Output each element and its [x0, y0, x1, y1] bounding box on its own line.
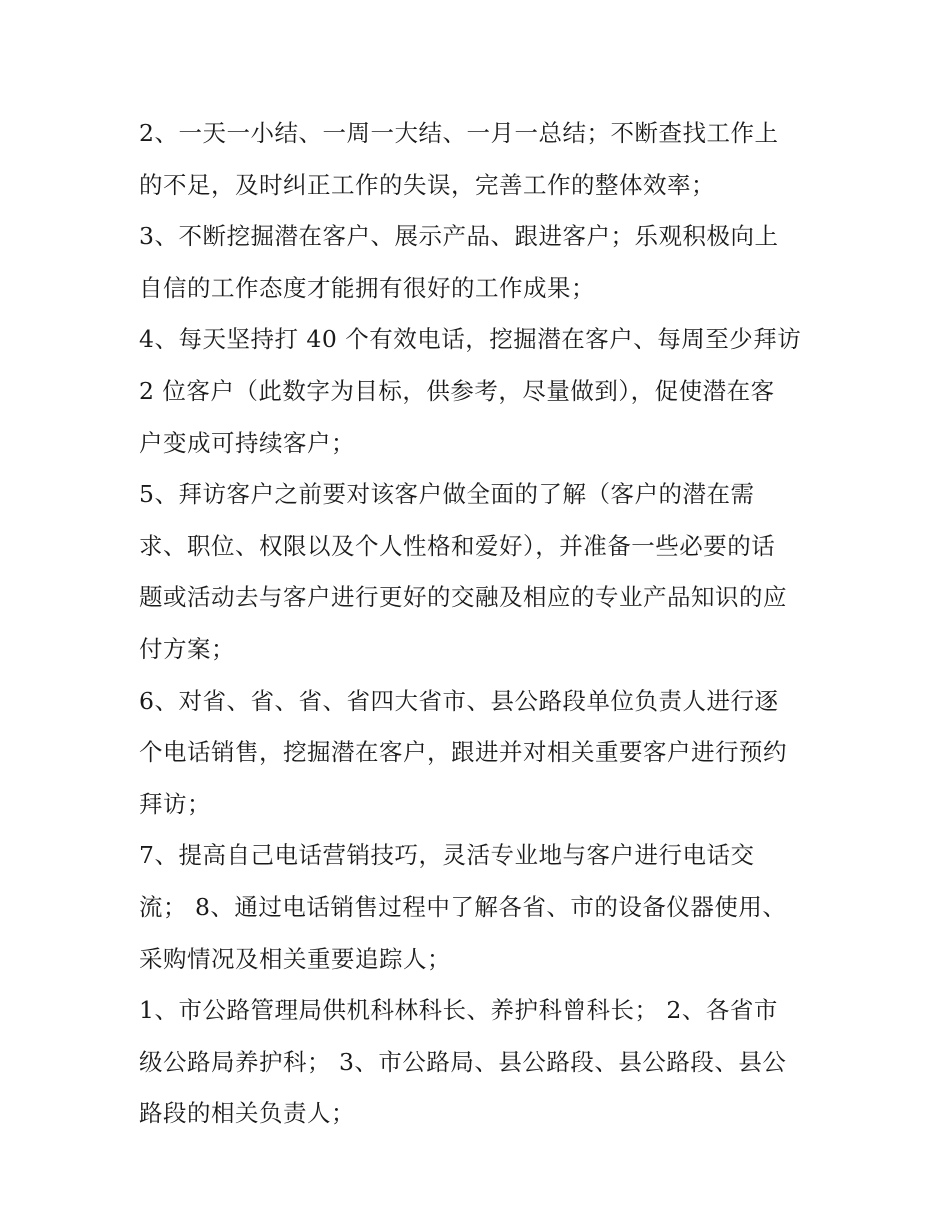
text-line: 1、市公路管理局供机科林科长、养护科曾科长； 2、各省市 [139, 996, 778, 1025]
text-line: 拜访； [139, 789, 211, 818]
text-line: 7、提高自己电话营销技巧，灵活专业地与客户进行电话交 [139, 841, 755, 870]
text-line: 户变成可持续客户； [139, 428, 355, 457]
text-line: 2、一天一小结、一周一大结、一月一总结；不断查找工作上 [139, 119, 779, 147]
text-line: 5、拜访客户之前要对该客户做全面的了解（客户的潜在需 [139, 480, 755, 509]
text-line: 级公路局养护科； 3、市公路局、县公路段、县公路段、县公 [139, 1047, 787, 1076]
text-line: 题或活动去与客户进行更好的交融及相应的专业产品知识的应 [139, 583, 787, 612]
text-line: 个电话销售，挖掘潜在客户，跟进并对相关重要客户进行预约 [139, 738, 787, 767]
text-line: 3、不断挖掘潜在客户、展示产品、跟进客户；乐观积极向上 [139, 222, 779, 251]
text-line: 自信的工作态度才能拥有很好的工作成果； [139, 273, 595, 302]
text-line: 采购情况及相关重要追踪人； [139, 944, 451, 973]
text-line: 流； 8、通过电话销售过程中了解各省、市的设备仪器使用、 [139, 892, 787, 921]
text-line: 路段的相关负责人； [139, 1099, 355, 1128]
document-body [139, 108, 819, 1140]
text-line: 4、每天坚持打 40 个有效电话，挖掘潜在客户、每周至少拜访 [139, 325, 802, 354]
text-line: 求、职位、权限以及个人性格和爱好），并准备一些必要的话 [139, 531, 776, 560]
text-line: 2 位客户（此数字为目标，供参考，尽量做到），促使潜在客 [139, 376, 775, 405]
text-line: 6、对省、省、省、省四大省市、县公路段单位负责人进行逐 [139, 686, 779, 715]
text-line: 付方案； [139, 634, 235, 663]
text-line: 的不足，及时纠正工作的失误，完善工作的整体效率； [139, 170, 715, 199]
